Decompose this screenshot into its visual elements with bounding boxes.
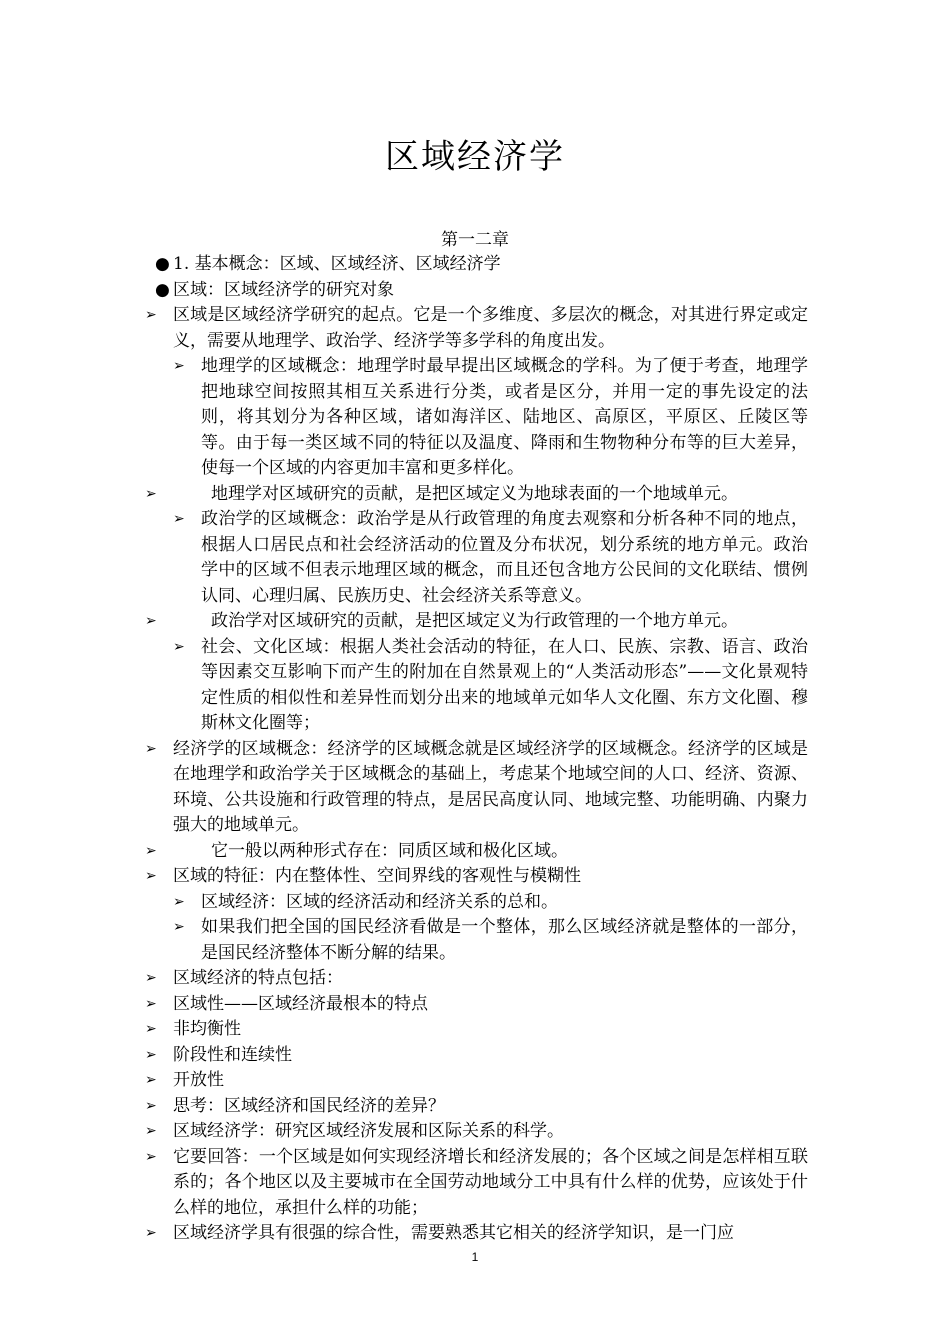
arrow-bullet-icon: ➢	[173, 358, 185, 374]
content-list	[0, 252, 950, 1247]
list-item: ➢ 政治学对区域研究的贡献，是把区域定义为行政管理的一个地方单元。	[173, 609, 808, 635]
bullet-dot-icon: ●	[155, 279, 170, 300]
arrow-bullet-icon: ➢	[145, 613, 157, 629]
arrow-bullet-icon: ➢	[145, 1123, 157, 1139]
list-item: ● 区域：区域经济学的研究对象	[173, 278, 808, 304]
list-item: ➢ 区域是区域经济学研究的起点。它是一个多维度、多层次的概念，对其进行界定或定义，需要从地理学、政治学、经济学等多学科的角度出发。	[145, 305, 808, 351]
arrow-bullet-icon: ➢	[173, 919, 185, 935]
page-number: 1	[471, 1250, 479, 1264]
arrow-bullet-icon: ➢	[145, 1072, 157, 1088]
arrow-bullet-icon: ➢	[173, 511, 185, 527]
list-item: ➢ 开放性	[173, 1068, 808, 1094]
list-item: ➢ 地理学对区域研究的贡献，是把区域定义为地球表面的一个地域单元。	[173, 482, 808, 508]
list-item: ➢ 政治学的区域概念：政治学是从行政管理的角度去观察和分析各种不同的地点，根据人口居民点和社会经济活动的位置及分布状况，划分系统的地方单元。政治学中的区域不但表示地理区域的概念，而且还包含地方公民间的文化联结、惯例认同、心理归属、民族历史、社会经济关系等意义。	[173, 509, 808, 606]
document-title: 区域经济学	[385, 137, 565, 177]
arrow-bullet-icon: ➢	[145, 740, 157, 757]
arrow-bullet-icon: ➢	[145, 1046, 157, 1063]
arrow-bullet-icon: ➢	[145, 485, 157, 502]
list-item: ➢ 它要回答：一个区域是如何实现经济增长和经济发展的；各个区域之间是怎样相互联系的；各个地区以及主要城市在全国劳动地域分工中具有什么样的优势，应该处于什么样的地位，承担什么样的功能；	[145, 1146, 808, 1218]
list-item: ➢ 区域经济学：研究区域经济发展和区际关系的科学。	[173, 1119, 808, 1145]
arrow-bullet-icon: ➢	[173, 638, 185, 655]
list-item: ➢ 阶段性和连续性	[173, 1043, 808, 1069]
arrow-bullet-icon: ➢	[145, 307, 157, 323]
chapter-heading: 第一二章	[441, 230, 509, 250]
list-item: ➢ 它一般以两种形式存在：同质区域和极化区域。	[173, 839, 808, 865]
arrow-bullet-icon: ➢	[145, 1097, 157, 1114]
arrow-bullet-icon: ➢	[145, 970, 157, 986]
list-item: ➢ 区域经济学具有很强的综合性，需要熟悉其它相关的经济学知识，是一门应	[173, 1221, 808, 1247]
list-item: ➢ 经济学的区域概念：经济学的区域概念就是区域经济学的区域概念。经济学的区域是在地理学和政治学关于区域概念的基础上，考虑某个地域空间的人口、经济、资源、环境、公共设施和行政管理的特点，是居民高度认同、地域完整、功能明确、内聚力强大的地域单元。	[145, 738, 808, 835]
list-item: ➢ 区域经济：区域的经济活动和经济关系的总和。	[201, 890, 808, 916]
list-item: ➢ 社会、文化区域：根据人类社会活动的特征，在人口、民族、宗教、语言、政治等因素交互影响下而产生的附加在自然景观上的“人类活动形态”——文化景观特定性质的相似性和差异性而划分出来的地域单元如华人文化圈、东方文化圈、穆斯林文化圈等；	[173, 636, 808, 733]
list-item: ➢ 地理学的区域概念：地理学时最早提出区域概念的学科。为了便于考查，地理学把地球空间按照其相互关系进行分类，或者是区分，并用一定的事先设定的法则，将其划分为各种区域，诸如海洋区、陆地区、高原区，平原区、丘陵区等等。由于每一类区域不同的特征以及温度、降雨和生物物种分布等的巨大差异，使每一个区域的内容更加丰富和更多样化。	[173, 356, 808, 478]
list-item: ➢ 如果我们把全国的国民经济看做是一个整体，那么区域经济就是整体的一部分，是国民经济整体不断分解的结果。	[173, 917, 808, 963]
arrow-bullet-icon: ➢	[145, 1021, 157, 1037]
list-item: ● 1. 基本概念：区域、区域经济、区域经济学	[173, 252, 808, 278]
list-item: ➢ 思考：区域经济和国民经济的差异？	[173, 1094, 808, 1120]
arrow-bullet-icon: ➢	[145, 1225, 157, 1241]
list-item: ➢ 区域的特征：内在整体性、空间界线的客观性与模糊性	[173, 864, 808, 890]
bullet-dot-icon: ●	[155, 254, 170, 274]
arrow-bullet-icon: ➢	[145, 842, 157, 859]
list-item: ➢ 区域性——区域经济最根本的特点	[173, 992, 808, 1018]
arrow-bullet-icon: ➢	[145, 868, 157, 884]
list-item: ➢ 区域经济的特点包括：	[173, 966, 808, 992]
arrow-bullet-icon: ➢	[145, 995, 157, 1012]
list-item: ➢ 非均衡性	[173, 1017, 808, 1043]
arrow-bullet-icon: ➢	[173, 893, 185, 910]
arrow-bullet-icon: ➢	[145, 1148, 157, 1165]
